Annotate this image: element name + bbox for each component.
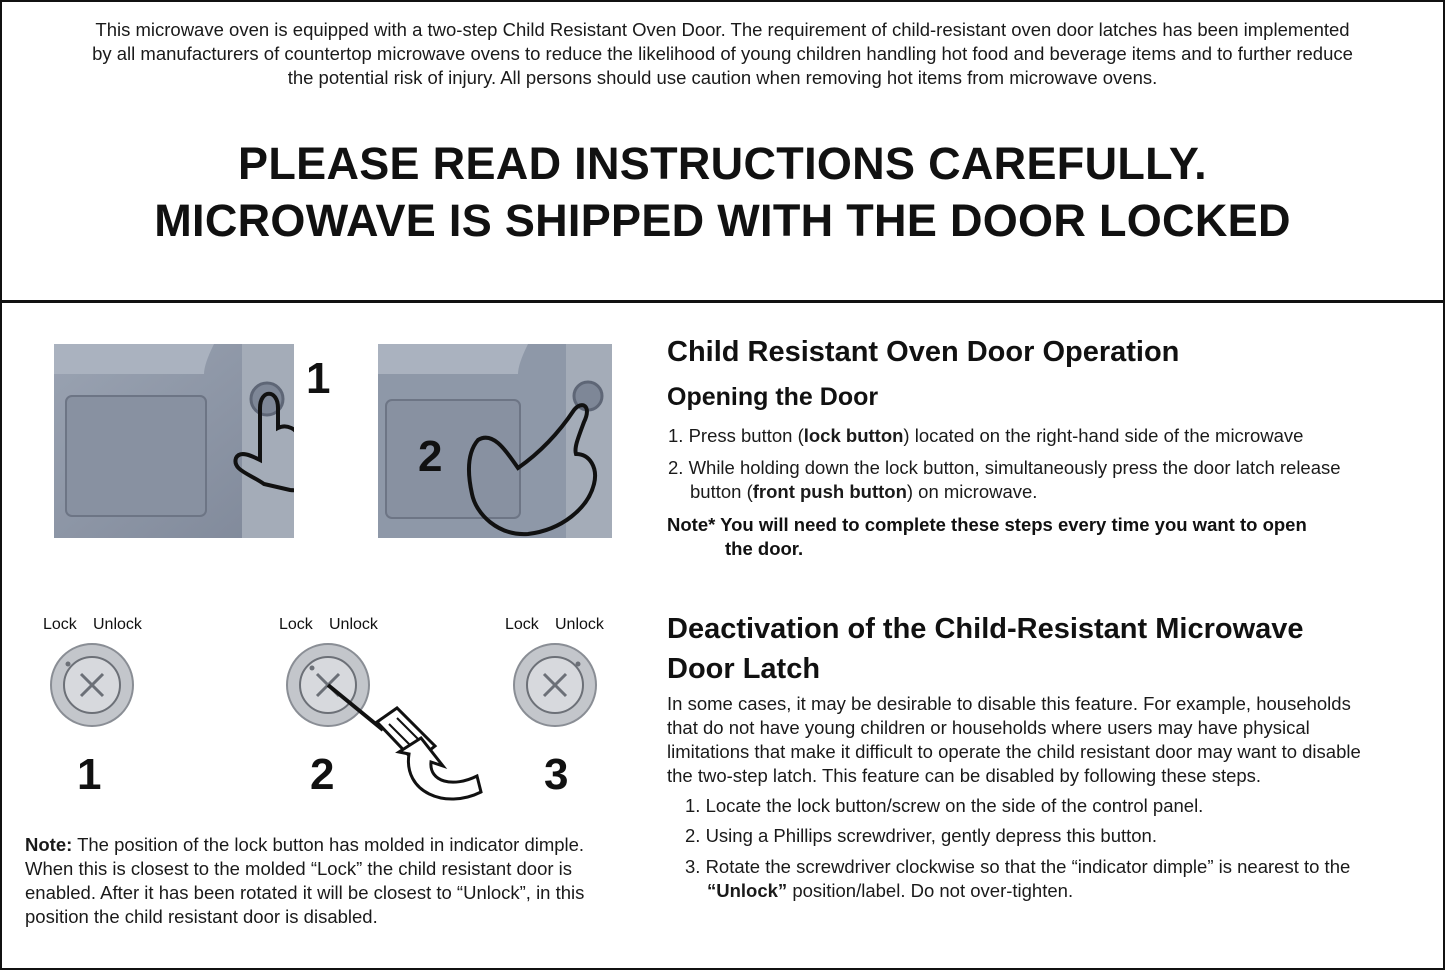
note-text: When this is closest to the molded “Lock” the child resistant door is — [25, 858, 573, 879]
microwave-side-figure-2 — [378, 344, 612, 538]
note-line: the door. — [725, 538, 804, 559]
step-bold-text: lock button — [803, 425, 904, 446]
deactivation-step-2: 2. Using a Phillips screwdriver, gently depress this button. — [685, 825, 1157, 846]
intro-line: This microwave oven is equipped with a two-step Child Resistant Oven Door. The requirement of child-resistant oven door latches has been implemented — [95, 19, 1350, 40]
note-label: Note: — [25, 834, 73, 855]
dial-step-number: 2 — [310, 750, 335, 799]
step-text: 1. Press button ( — [668, 425, 804, 446]
headline-line-2: MICROWAVE IS SHIPPED WITH THE DOOR LOCKED — [154, 195, 1291, 246]
intro-line: by all manufacturers of countertop microwave ovens to reduce the likelihood of young children handling hot food and beverage items and to further reduce — [92, 43, 1353, 64]
opening-door-subheading: Opening the Door — [667, 383, 879, 411]
dial-step-number: 3 — [544, 750, 569, 799]
deactivation-step-3 — [685, 855, 1350, 903]
figure-step-number: 2 — [418, 432, 443, 481]
note-text: position the child resistant door is disabled. — [25, 906, 378, 927]
note-line: Note* You will need to complete these steps every time you want to open — [667, 514, 1307, 535]
step-bold-text: front push button — [752, 481, 907, 502]
para-line: that do not have young children or households where users may have physical — [667, 717, 1310, 738]
note-text: The position of the lock button has molded in indicator dimple. — [72, 834, 585, 855]
dial-unlock-label: Unlock — [93, 616, 142, 633]
step-text: position/label. Do not over-tighten. — [787, 880, 1074, 901]
step-text: 3. Rotate the screwdriver clockwise so that the “indicator dimple” is nearest to the — [685, 856, 1351, 877]
step-text: ) located on the right-hand side of the microwave — [903, 425, 1304, 446]
operation-step-2 — [668, 456, 1341, 504]
unlock-dial-icon — [512, 642, 598, 728]
step-text: 2. While holding down the lock button, simultaneously press the door latch release — [668, 457, 1341, 478]
step-bold-text: “Unlock” — [707, 880, 788, 901]
dial-unlock-label: Unlock — [329, 616, 378, 633]
lock-position-note — [25, 833, 655, 929]
dial-lock-label: Lock — [505, 616, 539, 633]
heading-line: Deactivation of the Child-Resistant Microwave — [667, 613, 1304, 645]
para-line: In some cases, it may be desirable to disable this feature. For example, households — [667, 693, 1351, 714]
dial-unlock-label: Unlock — [555, 616, 604, 633]
operation-step-1 — [668, 424, 1303, 448]
intro-line: the potential risk of injury. All persons should use caution when removing hot items from microwave ovens. — [287, 67, 1158, 88]
microwave-side-figure-1 — [54, 344, 294, 538]
dial-lock-label: Lock — [279, 616, 313, 633]
deactivation-paragraph — [667, 692, 1361, 788]
lock-dial-icon — [49, 642, 135, 728]
headline-line-1: PLEASE READ INSTRUCTIONS CAREFULLY. — [238, 138, 1207, 189]
intro-paragraph — [32, 18, 1413, 90]
heading-line: Door Latch — [667, 653, 821, 685]
dial-step-number: 1 — [77, 750, 102, 799]
deactivation-heading — [667, 609, 1407, 689]
step-text: ) on microwave. — [906, 481, 1038, 502]
figure-step-number: 1 — [306, 354, 331, 403]
operation-heading: Child Resistant Oven Door Operation — [667, 336, 1180, 368]
step-text: button ( — [690, 481, 753, 502]
note-text: enabled. After it has been rotated it will be closest to “Unlock”, in this — [25, 882, 585, 903]
operation-note — [667, 513, 1307, 561]
para-line: limitations that make it difficult to operate the child resistant door may want to disable — [667, 741, 1361, 762]
header-section — [2, 2, 1443, 303]
dial-lock-label: Lock — [43, 616, 77, 633]
deactivation-step-1: 1. Locate the lock button/screw on the side of the control panel. — [685, 795, 1204, 816]
para-line: the two-step latch. This feature can be disabled by following these steps. — [667, 765, 1262, 786]
